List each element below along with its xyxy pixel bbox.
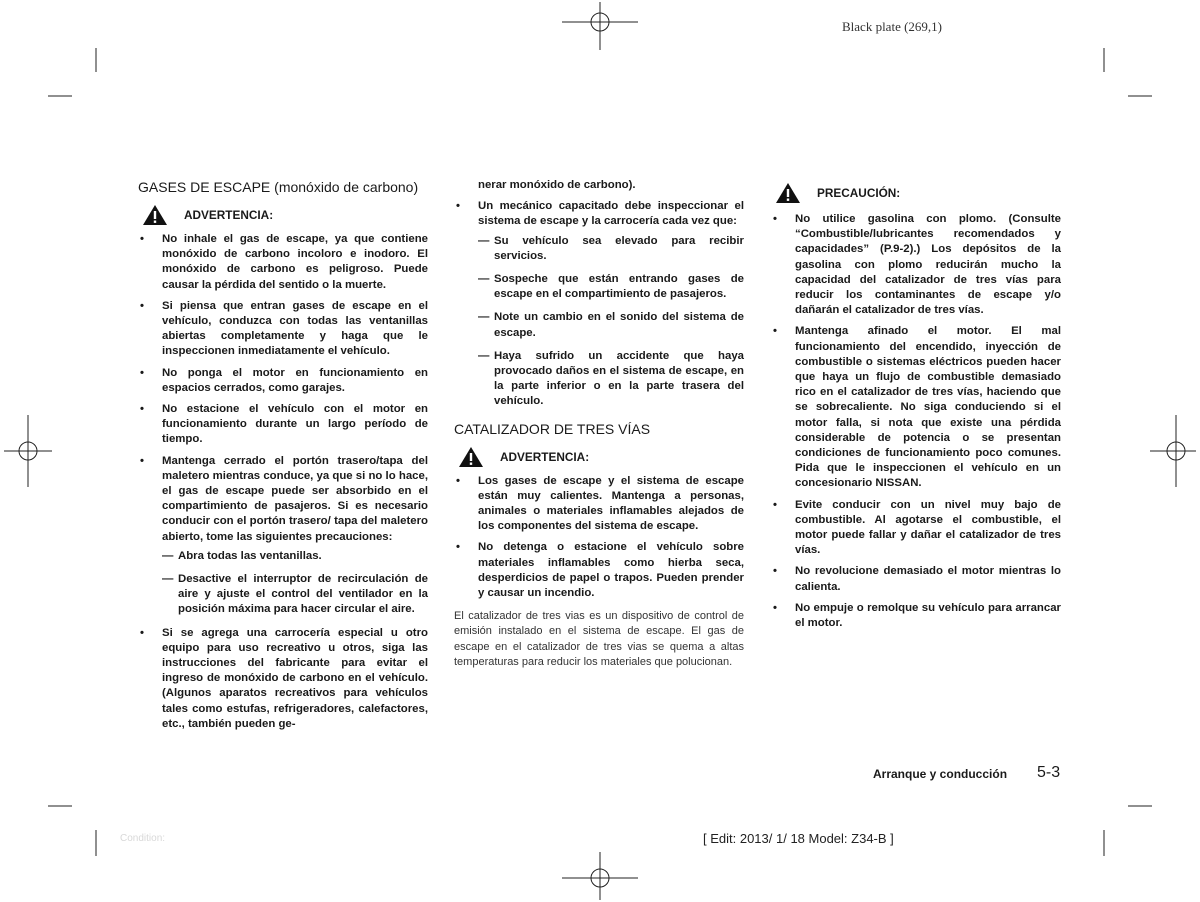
registration-mark-right xyxy=(1150,415,1196,487)
list-item: • Si se agrega una carrocería especial u otro equipo para uso recreativo u otros, siga las instrucciones del fabricante para evitar el ingreso de monóxido de carbono en el vehículo. (Algunos aparatos recreativos para vehículos tales como estufas, refrigeradores, calefactores, etc., también pueden ge- xyxy=(138,626,428,732)
dash-item: — Su vehículo sea elevado para recibir servicios. xyxy=(478,234,744,264)
warning-triangle-icon xyxy=(142,204,168,226)
list-item: • Los gases de escape y el sistema de escape están muy calientes. Mantenga a personas, animales o materiales inflamables alejados de los componentes del sistema de escape. xyxy=(454,474,744,535)
middle-column xyxy=(454,178,744,670)
dash-item: — Sospeche que están entrando gases de escape en el compartimiento de pasajeros. xyxy=(478,272,744,302)
list-item-text: Mantenga cerrado el portón trasero/tapa del maletero mientras conduce, ya que si no lo hace, el gas de escape puede ser absorbido en el compartimiento de pasajeros. Si es necesario conducir con el portón trasero/ tapa del maletero abierto, tome las siguientes precauciones: xyxy=(162,454,428,543)
list-item: • No estacione el vehículo con el motor en funcionamiento durante un largo período de tiempo. xyxy=(138,402,428,448)
list-item: • No empuje o remolque su vehículo para arrancar el motor. xyxy=(771,601,1061,631)
list-item: • Evite conducir con un nivel muy bajo de combustible. Al agotarse el combustible, el motor puede fallar y dañar el catalizador de tres vías. xyxy=(771,498,1061,559)
list-item: • No utilice gasolina con plomo. (Consulte “Combustible/lubricantes recomendados y capacidades” (P.9-2).) Los depósitos de la gasolina con plomo reducirán mucho la capacidad del catalizador de tres vías para reducir los contaminantes de escape y/o dañarán el catalizador de tres vías. xyxy=(771,212,1061,318)
dash-item: — Haya sufrido un accidente que haya provocado daños en el sistema de escape, en la parte inferior o en la parte trasera del vehículo. xyxy=(478,349,744,410)
list-item: • Mantenga afinado el motor. El mal funcionamiento del encendido, inyección de combustible o sistemas eléctricos pueden hacer que haya un flujo de combustible demasiado rico en el catalizador de tres vías, haciendo que se sobrecaliente. No siga conduciendo si el motor falla, si nota que existe una pérdida considerable de potencia o se presentan condiciones de funcionamiento poco comunes. Pida que le inspeccionen el vehículo en un concesionario NISSAN. xyxy=(771,324,1061,491)
warning-box xyxy=(458,446,744,468)
caution-list xyxy=(771,212,1061,631)
warning-label: ADVERTENCIA: xyxy=(500,449,590,464)
page-number: 5-3 xyxy=(1037,764,1061,781)
dash-item: — Note un cambio en el sonido del sistema de escape. xyxy=(478,310,744,340)
catalyst-paragraph: El catalizador de tres vias es un dispositivo de control de emisión instalado en el sistema de escape. El gas de escape en el catalizador de tres vias se quema a altas temperaturas para reducir los materiales que polucionan. xyxy=(454,610,744,668)
list-item xyxy=(138,454,428,618)
footer-section-title: Arranque y conducción xyxy=(873,767,1008,781)
dash-list xyxy=(162,549,428,618)
edit-info: [ Edit: 2013/ 1/ 18 Model: Z34-B ] xyxy=(703,831,894,846)
warning-box xyxy=(142,204,428,226)
inspection-list xyxy=(454,199,744,409)
right-column xyxy=(771,182,1061,637)
warning-list xyxy=(138,232,428,732)
list-item: • No inhale el gas de escape, ya que contiene monóxido de carbono incoloro e inodoro. El monóxido de carbono es peligroso. Puede causar la pérdida del sentido o la muerte. xyxy=(138,232,428,293)
plate-label: Black plate (269,1) xyxy=(842,19,942,34)
section-title-catalyst: CATALIZADOR DE TRES VÍAS xyxy=(454,420,651,437)
registration-mark-bottom xyxy=(562,852,638,900)
warning-label: ADVERTENCIA: xyxy=(184,208,274,222)
caution-box xyxy=(775,182,1061,204)
caution-label: PRECAUCIÓN: xyxy=(817,186,901,200)
condition-label: Condition: xyxy=(120,833,166,844)
warning-triangle-icon xyxy=(458,446,484,468)
dash-item: — Desactive el interruptor de recirculación de aire y ajuste el control del ventilador en la posición máxima para hacer circular el aire. xyxy=(162,572,428,618)
continuation-text: nerar monóxido de carbono). xyxy=(478,179,636,191)
dash-list xyxy=(478,234,744,410)
list-item: • No revolucione demasiado el motor mientras lo calienta. xyxy=(771,564,1061,594)
dash-item: — Abra todas las ventanillas. xyxy=(162,549,428,564)
list-item: • Si piensa que entran gases de escape en el vehículo, conduzca con todas las ventanillas abiertas completamente y haga que le inspeccionen inmediatamente el vehículo. xyxy=(138,299,428,360)
list-item: • No ponga el motor en funcionamiento en espacios cerrados, como garajes. xyxy=(138,366,428,396)
left-column xyxy=(138,178,428,738)
warning-triangle-icon xyxy=(775,182,801,204)
list-item-text: Un mecánico capacitado debe inspeccionar el sistema de escape y la carrocería cada vez que: xyxy=(478,200,744,228)
list-item: • No detenga o estacione el vehículo sobre materiales inflamables como hierba seca, desperdicios de papel o trapos. Pueden prender y causar un incendio. xyxy=(454,540,744,601)
registration-mark-left xyxy=(4,415,52,487)
section-title-exhaust: GASES DE ESCAPE (monóxido de carbono) xyxy=(138,179,419,195)
list-item xyxy=(454,199,744,409)
warning-list xyxy=(454,474,744,602)
registration-mark-top xyxy=(562,2,638,50)
